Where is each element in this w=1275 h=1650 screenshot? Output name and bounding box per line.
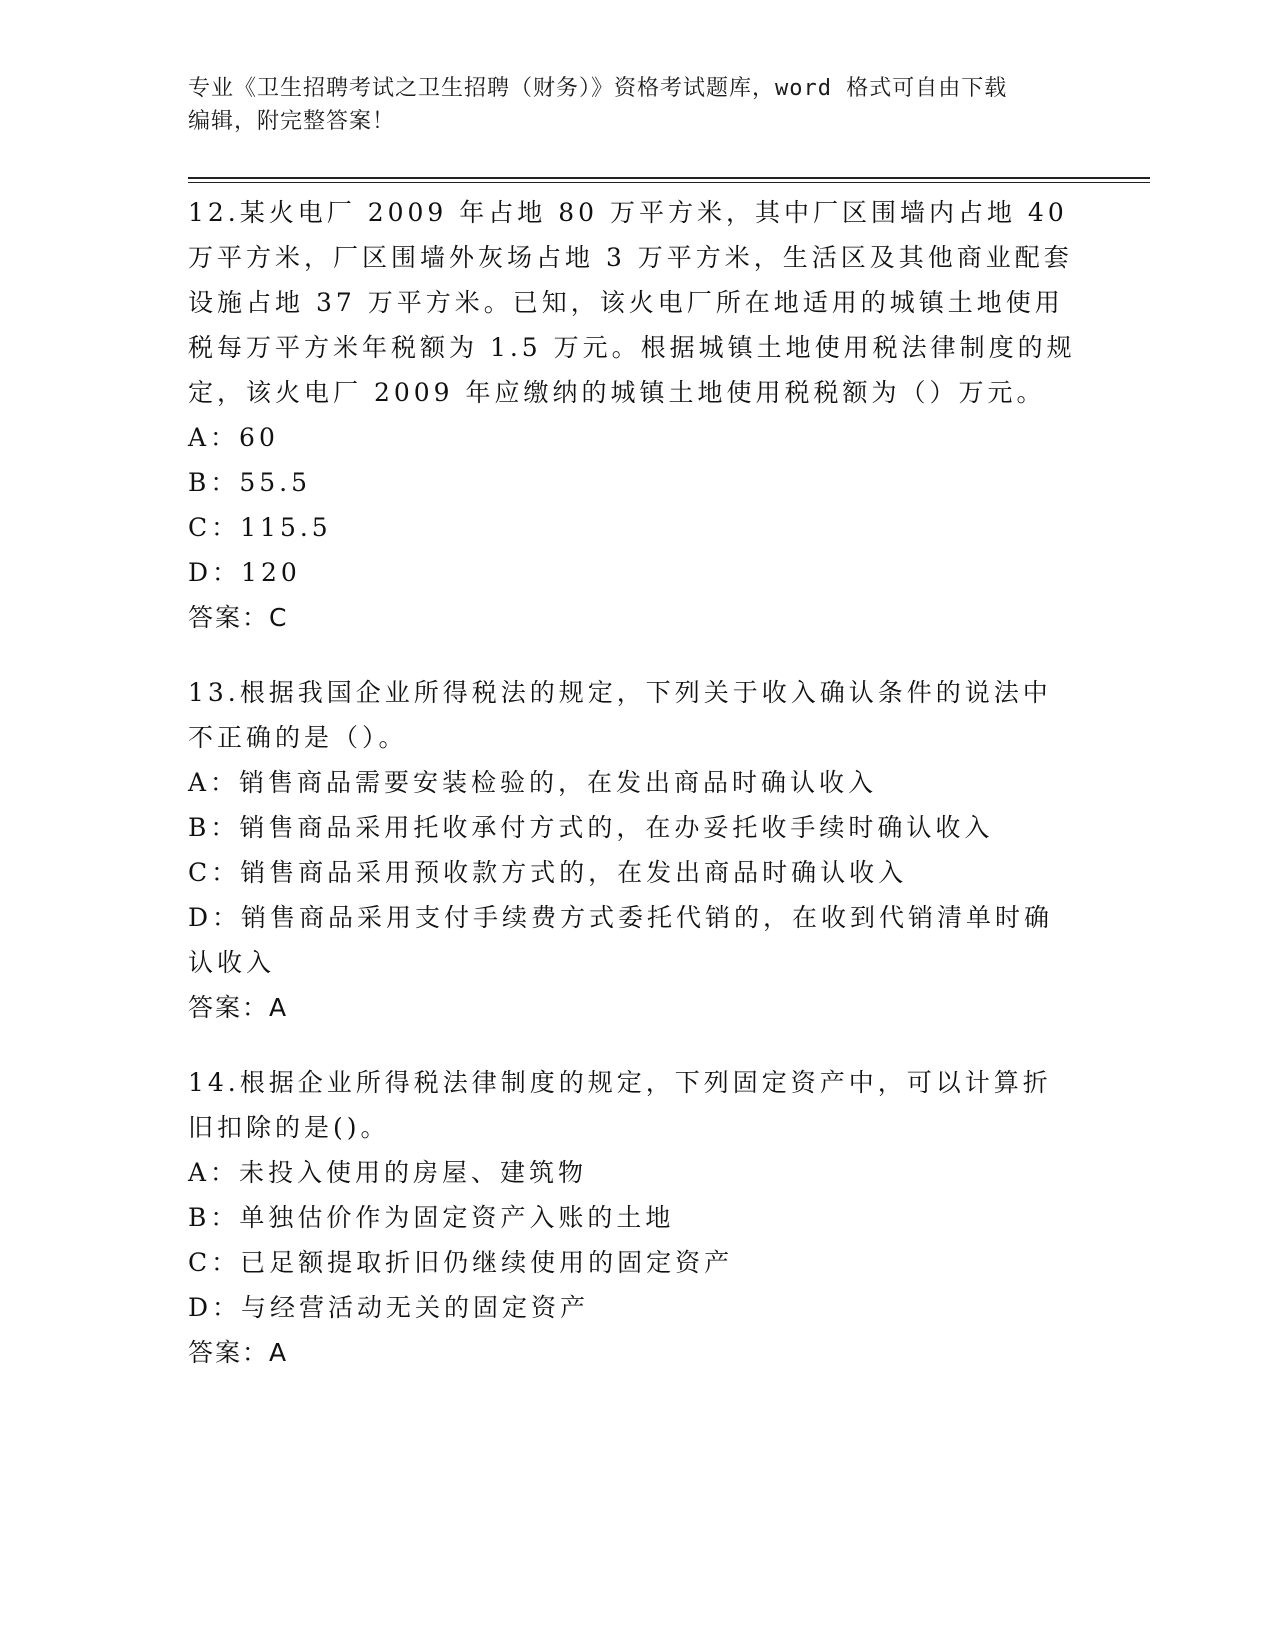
- option-c: C：销售商品采用预收款方式的，在发出商品时确认收入: [188, 858, 908, 887]
- header-line-2: 编辑，附完整答案！: [188, 109, 396, 134]
- option-d: D：销售商品采用支付手续费方式委托代销的，在收到代销清单时确认收入: [188, 903, 1054, 977]
- option-a: A：未投入使用的房屋、建筑物: [188, 1158, 588, 1187]
- question-list: [188, 190, 1078, 1405]
- question-14: [188, 1060, 1078, 1375]
- option-c: C：115.5: [188, 513, 332, 542]
- document-header: [188, 72, 1078, 138]
- option-b: B：单独估价作为固定资产入账的土地: [188, 1203, 675, 1232]
- answer-line: 答案：A: [188, 993, 289, 1022]
- option-a: A：销售商品需要安装检验的，在发出商品时确认收入: [188, 768, 878, 797]
- question-stem: 13.根据我国企业所得税法的规定，下列关于收入确认条件的说法中不正确的是（）。: [188, 678, 1052, 752]
- option-d: D：与经营活动无关的固定资产: [188, 1293, 590, 1322]
- header-line-1: 专业《卫生招聘考试之卫生招聘（财务）》资格考试题库，word 格式可自由下载: [188, 76, 1008, 101]
- option-b: B：55.5: [188, 468, 312, 497]
- header-divider-thin: [188, 182, 1150, 183]
- answer-line: 答案：C: [188, 603, 289, 632]
- option-b: B：销售商品采用托收承付方式的，在办妥托收手续时确认收入: [188, 813, 994, 842]
- question-12: [188, 190, 1078, 640]
- option-d: D：120: [188, 558, 301, 587]
- question-13: [188, 670, 1078, 1030]
- option-c: C：已足额提取折旧仍继续使用的固定资产: [188, 1248, 734, 1277]
- question-stem: 12.某火电厂 2009 年占地 80 万平方米，其中厂区围墙内占地 40 万平方米，厂区围墙外灰场占地 3 万平方米，生活区及其他商业配套设施占地 37 万平方米。已知，该火电厂所在地适用的城镇土地使用税每万平方米年税额为 1.5 万元。根据城镇土地使用税法律制度的规定，该火电厂 2009 年应缴纳的城镇土地使用税税额为（）万元。: [188, 198, 1076, 407]
- question-stem: 14.根据企业所得税法律制度的规定，下列固定资产中，可以计算折旧扣除的是()。: [188, 1068, 1052, 1142]
- option-a: A：60: [188, 423, 279, 452]
- header-divider-thick: [188, 177, 1150, 179]
- answer-line: 答案：A: [188, 1338, 289, 1367]
